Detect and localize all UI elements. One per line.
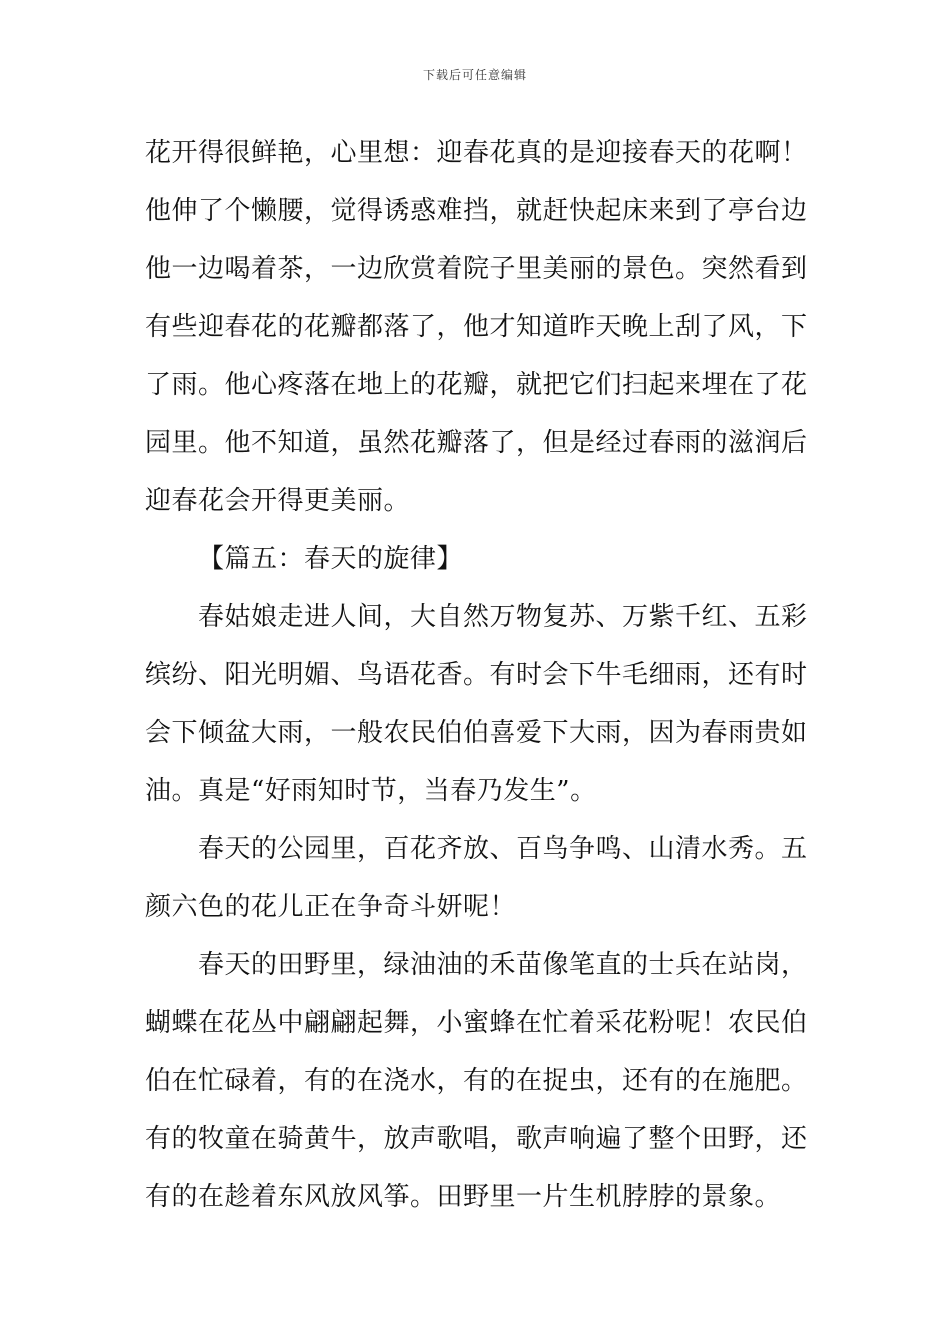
document-body — [145, 124, 808, 1226]
text-line: 他一边喝着茶，一边欣赏着院子里美丽的景色。突然看到 — [145, 254, 808, 284]
text-line: 园里。他不知道，虽然花瓣落了，但是经过春雨的滋润后 — [145, 428, 808, 458]
text-line: 他伸了个懒腰，觉得诱惑难挡，就赶快起床来到了亭台边 — [145, 196, 808, 226]
text-line: 花开得很鲜艳，心里想：迎春花真的是迎接春天的花啊！ — [145, 138, 808, 168]
text-line: 春天的田野里，绿油油的禾苗像笔直的士兵在站岗， — [198, 950, 808, 980]
text-line: 颜六色的花儿正在争奇斗妍呢！ — [145, 892, 517, 922]
text-line: 了雨。他心疼落在地上的花瓣，就把它们扫起来埋在了花 — [145, 370, 808, 400]
text-line: 伯在忙碌着，有的在浇水，有的在捉虫，还有的在施肥。 — [145, 1066, 808, 1096]
page-header-note: 下载后可任意编辑 — [422, 68, 527, 82]
text-line: 蝴蝶在花丛中翩翩起舞，小蜜蜂在忙着采花粉呢！农民伯 — [145, 1008, 808, 1038]
text-line: 有的牧童在骑黄牛，放声歌唱，歌声响遍了整个田野，还 — [145, 1124, 808, 1154]
text-line: 有的在趁着东风放风筝。田野里一片生机脖脖的景象。 — [145, 1182, 782, 1212]
text-line: 春姑娘走进人间，大自然万物复苏、万紫千红、五彩 — [198, 602, 808, 632]
text-line: 油。真是“好雨知时节，当春乃发生”。 — [145, 776, 597, 806]
text-line: 缤纷、阳光明媚、鸟语花香。有时会下牛毛细雨，还有时 — [145, 660, 808, 690]
text-line: 春天的公园里，百花齐放、百鸟争鸣、山清水秀。五 — [198, 834, 808, 864]
text-line: 迎春花会开得更美丽。 — [145, 486, 411, 516]
text-line: 会下倾盆大雨，一般农民伯伯喜爱下大雨，因为春雨贵如 — [145, 718, 808, 748]
text-line: 有些迎春花的花瓣都落了，他才知道昨天晚上刮了风，下 — [145, 312, 808, 342]
section-title: 【篇五：春天的旋律】 — [198, 544, 464, 574]
